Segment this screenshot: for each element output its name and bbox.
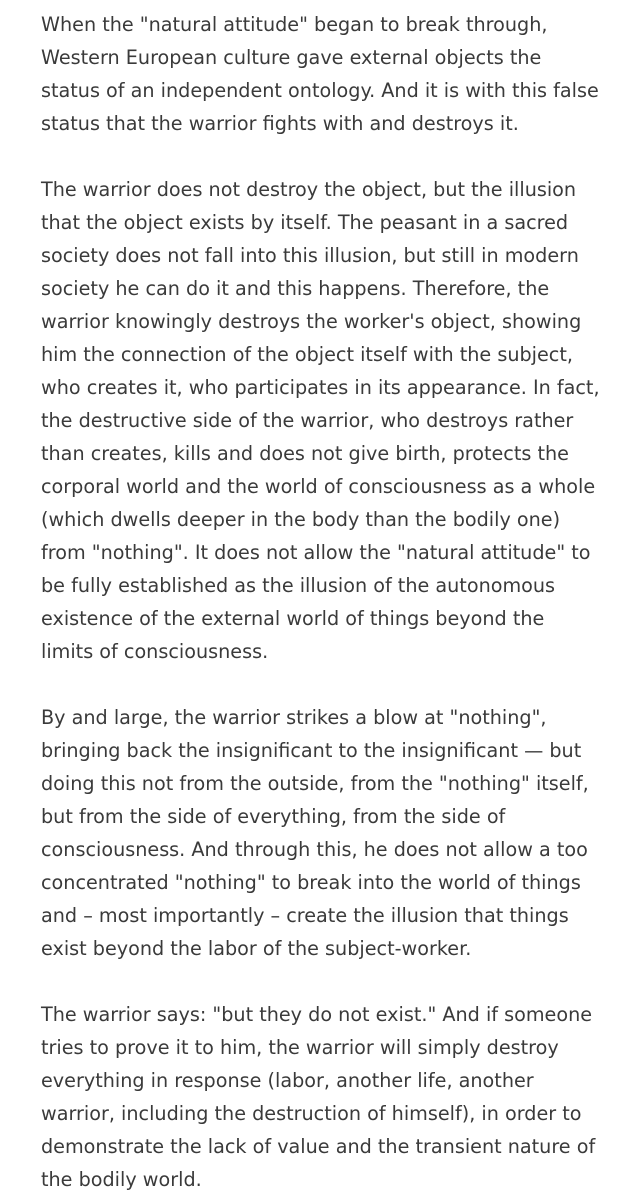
text-line: who creates it, who participates in its appearance. In fact, xyxy=(41,376,600,399)
text-line: the bodily world. xyxy=(41,1168,202,1191)
text-line: society does not fall into this illusion, but still in modern xyxy=(41,244,579,267)
text-line: The warrior says: "but they do not exist." And if someone xyxy=(41,1003,593,1026)
text-line: doing this not from the outside, from the "nothing" itself, xyxy=(41,772,589,795)
text-line: society he can do it and this happens. Therefore, the xyxy=(41,277,550,300)
text-line: consciousness. And through this, he does not allow a too xyxy=(41,838,588,861)
text-line: everything in response (labor, another life, another xyxy=(41,1069,534,1092)
text-line: that the object exists by itself. The peasant in a sacred xyxy=(41,211,569,234)
text-line: warrior, including the destruction of himself), in order to xyxy=(41,1102,582,1125)
text-line: The warrior does not destroy the object, but the illusion xyxy=(41,178,577,201)
paragraph-2 xyxy=(41,173,611,668)
text-line: and – most importantly – create the illusion that things xyxy=(41,904,569,927)
text-line: tries to prove it to him, the warrior will simply destroy xyxy=(41,1036,559,1059)
paragraph-3 xyxy=(41,701,611,965)
text-line: exist beyond the labor of the subject-worker. xyxy=(41,937,472,960)
text-line: bringing back the insignificant to the insignificant — but xyxy=(41,739,582,762)
text-line: When the "natural attitude" began to break through, xyxy=(41,13,548,36)
text-line: By and large, the warrior strikes a blow at "nothing", xyxy=(41,706,547,729)
paragraph-4 xyxy=(41,998,611,1196)
text-line: corporal world and the world of consciousness as a whole xyxy=(41,475,596,498)
text-line: (which dwells deeper in the body than the bodily one) xyxy=(41,508,561,531)
text-line: the destructive side of the warrior, who destroys rather xyxy=(41,409,574,432)
text-line: be fully established as the illusion of the autonomous xyxy=(41,574,556,597)
text-line: status that the warrior fights with and destroys it. xyxy=(41,112,519,135)
text-line: concentrated "nothing" to break into the world of things xyxy=(41,871,581,894)
article-text xyxy=(41,8,611,1200)
paragraph-1 xyxy=(41,8,611,140)
text-line: but from the side of everything, from the side of xyxy=(41,805,506,828)
text-line: Western European culture gave external objects the xyxy=(41,46,542,69)
text-line: warrior knowingly destroys the worker's object, showing xyxy=(41,310,582,333)
text-line: him the connection of the object itself with the subject, xyxy=(41,343,573,366)
text-line: from "nothing". It does not allow the "natural attitude" to xyxy=(41,541,591,564)
text-line: status of an independent ontology. And it is with this false xyxy=(41,79,599,102)
text-line: limits of consciousness. xyxy=(41,640,269,663)
text-line: existence of the external world of things beyond the xyxy=(41,607,545,630)
text-line: than creates, kills and does not give birth, protects the xyxy=(41,442,569,465)
text-line: demonstrate the lack of value and the transient nature of xyxy=(41,1135,596,1158)
